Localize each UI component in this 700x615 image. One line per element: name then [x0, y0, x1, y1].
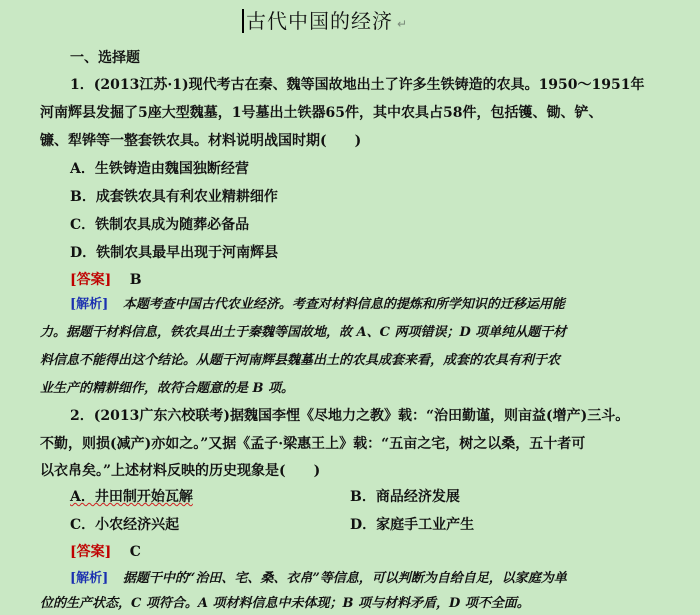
q2-line-2: 不勤，则损(减产)亦如之。”又据《孟子·梁惠王上》载：“五亩之宅，树之以桑，五十者可 — [40, 436, 586, 452]
text-cursor — [242, 9, 244, 33]
q1-answer-line — [70, 270, 680, 290]
q1-analysis-line-1: [解析] 本题考查中国古代农业经济。考查对材料信息的提炼和所学知识的迁移运用能 — [70, 297, 565, 312]
q1-option-c: C．铁制农具成为随葬必备品 — [70, 217, 250, 233]
q2-answer-tag: [答案] — [70, 544, 112, 560]
title-row — [0, 7, 700, 37]
q1-analysis-line-4: 业生产的精耕细作，故符合题意的是 B 项。 — [40, 381, 295, 396]
q2-line-3: 以衣帛矣。”上述材料反映的历史现象是( ) — [40, 463, 321, 479]
q2-options-row-2 — [70, 515, 680, 535]
q1-answer-tag: [答案] — [70, 272, 112, 288]
q1-analysis-line-2: 力。据题干材料信息，铁农具出土于秦魏等国故地，故 A、C 两项错误；D 项单纯从题干材 — [40, 325, 567, 340]
q1-option-a: A．生铁铸造由魏国独断经营 — [70, 161, 249, 177]
q1-option-b: B．成套铁农具有利农业精耕细作 — [70, 189, 278, 205]
q1-option-d: D．铁制农具最早出现于河南辉县 — [70, 245, 279, 261]
q2-options-row-1 — [70, 487, 680, 507]
q2-answer-line — [70, 542, 680, 562]
q2-option-a: A．井田制开始瓦解 — [70, 489, 193, 505]
document-title[interactable]: 古代中国的经济 ↵ — [246, 9, 409, 33]
section-heading: 一、选择题 — [70, 50, 140, 66]
q1-line-3: 镰、犁铧等一整套铁农具。材料说明战国时期( ) — [40, 133, 362, 149]
q2-line-1: 2．(2013广东六校联考)据魏国李悝《尽地力之教》载：“治田勤谨，则亩益(增产)三斗。 — [70, 408, 630, 424]
paragraph-mark-icon: ↵ — [397, 17, 409, 31]
q2-option-c: C．小农经济兴起 — [70, 517, 180, 533]
q1-analysis-line-3: 料信息不能得出这个结论。从题干河南辉县魏墓出土的农具成套来看，成套的农具有利于农 — [40, 353, 561, 368]
q2-option-b: B．商品经济发展 — [350, 489, 460, 505]
q1-analysis-tag: [解析] — [70, 297, 109, 312]
q2-analysis-line-2: 位的生产状态，C 项符合。A 项材料信息中未体现；B 项与材料矛盾，D 项不全面。 — [40, 596, 530, 611]
q1-line-2: 河南辉县发掘了5座大型魏墓，1号墓出土铁器65件，其中农具占58件，包括镬、锄、铲、 — [40, 105, 603, 121]
q1-line-1: 1．(2013江苏·1)现代考古在秦、魏等国故地出土了许多生铁铸造的农具。1950～1951年 — [70, 77, 645, 93]
q2-analysis-tag: [解析] — [70, 571, 109, 586]
q2-analysis-line-1: [解析] 据题干中的“治田、宅、桑、衣帛”等信息，可以判断为自给自足，以家庭为单 — [70, 571, 567, 586]
q2-option-d: D．家庭手工业产生 — [350, 517, 475, 533]
q1-answer: B — [129, 272, 142, 288]
q2-answer: C — [129, 544, 141, 560]
